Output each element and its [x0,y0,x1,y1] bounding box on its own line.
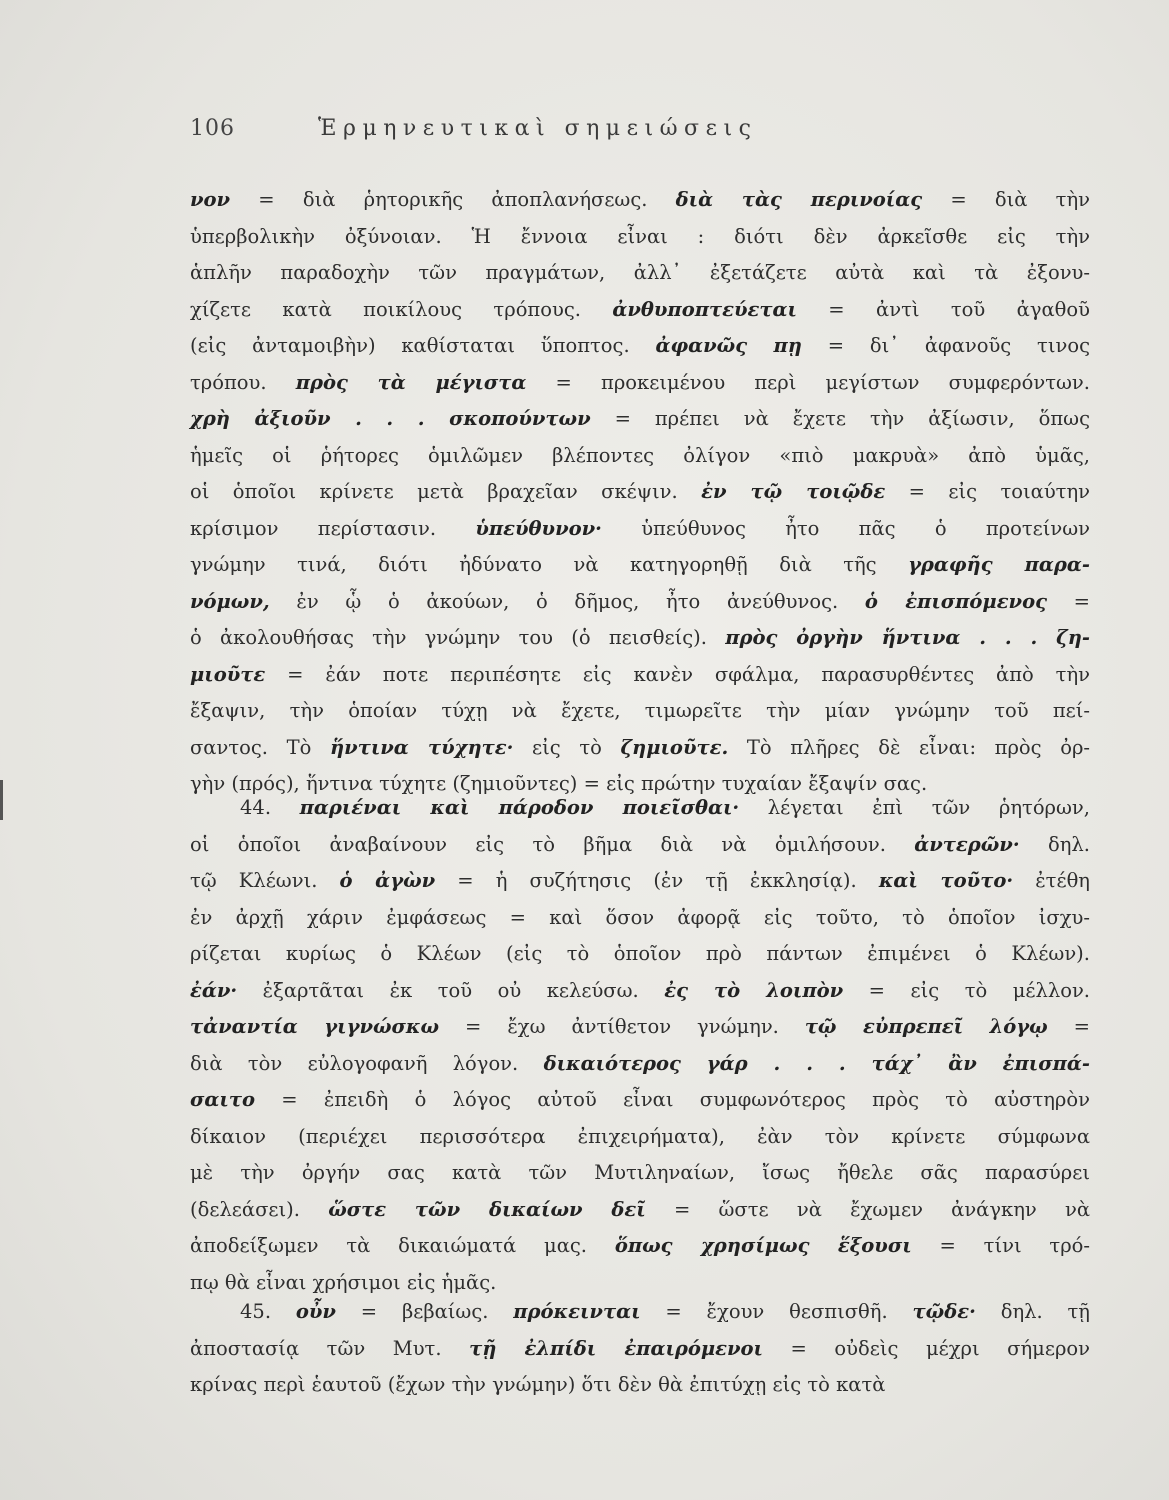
lemma-term: γραφῆς παρα- [908,553,1090,576]
text-segment: = διὰ τὴν [922,188,1090,211]
text-line [190,438,1090,475]
text-segment: = ἀντὶ τοῦ ἀγαθοῦ [796,297,1090,321]
text-segment: = ἔχουν θεσπισθῆ. [640,1300,913,1323]
lemma-term: ζημιοῦτε. [620,735,729,759]
text-line [190,730,1090,767]
paragraph-continuation [190,182,1090,803]
text-segment: = εἰς τὸ μέλλον. [843,978,1091,1002]
text-line [190,1082,1090,1119]
text-segment: ἐν ᾧ ὁ ἀκούων, ὁ δῆμος, ἦτο ἀνεύθυνος. [269,589,865,613]
text-segment: = εἰς τοιαύτην [885,480,1091,503]
text-segment: δηλ. τῇ [975,1300,1090,1323]
text-line [190,620,1090,657]
lemma-term: διὰ τὰς περινοίας [675,188,923,211]
text-segment: = ὥστε νὰ ἔχωμεν ἀνάγκην νὰ [645,1197,1090,1221]
text-line [190,827,1090,864]
lemma-term: παριέναι καὶ πάροδον ποιεῖσθαι· [299,796,740,819]
text-segment: ἐτέθη [1013,869,1090,892]
lemma-term: ἀφανῶς πῃ [655,334,802,357]
text-line [190,584,1090,621]
text-line [190,401,1090,438]
text-line [190,1155,1090,1192]
lemma-term: τἀναντία γιγνώσκω [190,1015,440,1038]
text-segment: = ἡ συζήτησις (ἐν τῇ ἐκκλησίᾳ). [435,869,879,892]
lemma-term: ἐν τῷ τοιῷδε [701,480,886,503]
lemma-term: πρὸς ὀργὴν ἥντινα . . . ζη- [725,626,1090,649]
text-line [190,1331,1090,1368]
text-line [190,182,1090,219]
text-segment: ἀποστασίᾳ τῶν Μυτ. [190,1336,470,1360]
text-line [190,1046,1090,1083]
page-number: 106 [190,116,235,141]
text-segment: ἔξαψιν, τὴν ὁποίαν τύχῃ νὰ ἔχετε, τιμωρεῖτε τὴν μίαν γνώμην τοῦ πεί- [190,699,1090,722]
lemma-term: ὥστε τῶν δικαίων δεῖ [328,1197,646,1221]
text-line [190,547,1090,584]
text-line [190,1192,1090,1229]
lemma-term: ὁ ἀγὼν [339,869,436,892]
text-segment: = ἔχω ἀντίθετον γνώμην. [439,1015,805,1038]
text-line [190,973,1090,1010]
text-line [190,863,1090,900]
lemma-term: ὅπως χρησίμως ἕξουσι [614,1234,912,1257]
text-line [190,657,1090,694]
paragraph-note-44 [190,790,1090,1301]
text-segment: = ἐάν ποτε περιπέσητε εἰς κανὲν σφάλμα, παρασυρθέντες ἀπὸ τὴν [265,662,1090,686]
scan-edge-mark [0,780,3,820]
lemma-term: ἥντινα τύχητε· [329,735,514,759]
text-segment: 44. [240,796,300,819]
text-line [190,900,1090,937]
text-segment: = διὰ ῥητορικῆς ἀποπλανήσεως. [230,188,676,211]
lemma-term: ἐς τὸ λοιπὸν [664,978,844,1002]
running-title: Ἑρμηνευτικαὶ σημειώσεις [318,116,758,141]
text-line [190,936,1090,973]
lemma-term: ἐάν· [190,978,238,1002]
text-line [190,255,1090,292]
lemma-term: νόμων, [190,589,270,613]
text-segment: = δι᾽ ἀφανοῦς τινος [801,334,1090,357]
text-segment: δηλ. [1019,832,1090,856]
text-line [190,219,1090,256]
lemma-term: οὖν [295,1300,336,1323]
text-segment: πῳ θὰ εἶναι χρήσιμοι εἰς ἡμᾶς. [190,1270,497,1294]
text-segment: (εἰς ἀνταμοιβὴν) καθίσταται ὕποπτος. [190,334,656,357]
text-segment: δίκαιον (περιέχει περισσότερα ἐπιχειρήματα), ἐὰν τὸν κρίνετε σύμφωνα [190,1124,1090,1148]
text-segment: ἐν ἀρχῇ χάριν ἐμφάσεως = καὶ ὅσον ἀφορᾷ εἰς τοῦτο, τὸ ὁποῖον ἰσχυ- [190,905,1090,929]
text-segment: οἱ ὁποῖοι κρίνετε μετὰ βραχεῖαν σκέψιν. [190,480,702,503]
lemma-term: τῷδε· [912,1300,976,1323]
text-line [190,1009,1090,1046]
lemma-term: ὑπεύθυνον· [475,516,602,540]
text-segment: σαντος. Τὸ [190,735,330,759]
lemma-term: μιοῦτε [190,662,266,686]
lemma-term: πρόκεινται [513,1300,641,1323]
text-segment: = πρέπει νὰ ἔχετε τὴν ἀξίωσιν, ὅπως [590,407,1091,430]
text-segment: Τὸ πλῆρες δὲ εἶναι: πρὸς ὀρ- [728,735,1091,759]
text-line [190,365,1090,402]
lemma-term: πρὸς τὰ μέγιστα [295,370,527,394]
lemma-term: δικαιότερος γάρ . . . τάχ᾽ ἂν ἐπισπά- [543,1051,1090,1075]
text-segment: εἰς τὸ [513,735,621,759]
text-segment: (δελεάσει). [190,1197,329,1221]
text-segment: χίζετε κατὰ ποικίλους τρόπους. [190,297,613,321]
lemma-term: ἀνθυποπτεύεται [612,297,797,321]
text-segment: τῷ Κλέωνι. [190,869,340,892]
text-segment: = βεβαίως. [335,1300,514,1323]
text-segment: λέγεται ἐπὶ τῶν ῥητόρων, [739,796,1090,819]
text-segment: ἁπλῆν παραδοχὴν τῶν πραγμάτων, ἀλλ᾽ ἐξετάζετε αὐτὰ καὶ τὰ ἐξονυ- [190,261,1090,284]
text-line [190,693,1090,730]
text-segment: ὑπεύθυνος ἦτο πᾶς ὁ προτείνων [601,516,1090,540]
paragraph-note-45 [190,1294,1090,1404]
text-line [190,1228,1090,1265]
text-line [190,328,1090,365]
lemma-term: ὁ ἐπισπόμενος [864,589,1047,613]
text-segment: = [1046,589,1090,613]
text-line [190,511,1090,548]
text-segment: = [1047,1015,1090,1038]
text-line [190,1119,1090,1156]
text-segment: τρόπου. [190,370,296,394]
text-segment: κρίνας περὶ ἑαυτοῦ (ἔχων τὴν γνώμην) ὅτι δὲν θὰ ἐπιτύχῃ εἰς τὸ κατὰ [190,1373,886,1396]
lemma-term: τῷ εὐπρεπεῖ λόγῳ [804,1015,1048,1038]
text-segment: ρίζεται κυρίως ὁ Κλέων (εἰς τὸ ὁποῖον πρὸ πάντων ἐπιμένει ὁ Κλέων). [190,942,1090,965]
text-segment: ἀποδείξωμεν τὰ δικαιώματά μας. [190,1234,615,1257]
lemma-term: σαιτο [190,1088,255,1111]
text-segment: ἡμεῖς οἱ ῥήτορες ὁμιλῶμεν βλέποντες ὀλίγον «πιὸ μακρυὰ» ἀπὸ ὑμᾶς, [190,443,1090,467]
text-segment: ὁ ἀκολουθήσας τὴν γνώμην του (ὁ πεισθείς). [190,626,726,649]
text-segment: ὑπερβολικὴν ὀξύνοιαν. Ἡ ἔννοια εἶναι : διότι δὲν ἀρκεῖσθε εἰς τὴν [190,224,1090,248]
text-segment: = ἐπειδὴ ὁ λόγος αὐτοῦ εἶναι συμφωνότερος πρὸς τὸ αὐστηρὸν [254,1088,1090,1111]
page-header [190,116,1090,156]
text-line [190,1294,1090,1331]
text-segment: = οὐδεὶς μέχρι σήμερον [762,1336,1091,1360]
lemma-term: ἀντερῶν· [914,832,1020,856]
text-line [190,1367,1090,1404]
text-line [190,474,1090,511]
text-segment: γνώμην τινά, διότι ἠδύνατο νὰ κατηγορηθῇ διὰ τῆς [190,553,909,576]
text-segment: μὲ τὴν ὀργήν σας κατὰ τῶν Μυτιληναίων, ἴσως ἤθελε σᾶς παρασύρει [190,1161,1090,1184]
text-segment: = προκειμένου περὶ μεγίστων συμφερόντων. [526,370,1090,394]
text-segment: = τίνι τρό- [911,1234,1091,1257]
text-segment: κρίσιμον περίστασιν. [190,516,476,540]
lemma-term: νον [190,188,231,211]
text-segment: 45. [240,1300,296,1323]
lemma-term: χρὴ ἀξιοῦν . . . σκοπούντων [190,407,591,430]
text-line [190,292,1090,329]
text-segment: διὰ τὸν εὐλογοφανῆ λόγον. [190,1051,544,1075]
lemma-term: τῇ ἐλπίδι ἐπαιρόμενοι [469,1336,763,1360]
lemma-term: καὶ τοῦτο· [878,869,1014,892]
text-line [190,790,1090,827]
text-segment: γὴν (πρός), ἥντινα τύχητε (ζημιοῦντες) = εἰς πρώτην τυχαίαν ἔξαψίν σας. [190,772,928,795]
text-segment: οἱ ὁποῖοι ἀναβαίνουν εἰς τὸ βῆμα διὰ νὰ ὁμιλήσουν. [190,832,915,856]
text-segment: ἐξαρτᾶται ἐκ τοῦ οὐ κελεύσω. [237,978,665,1002]
